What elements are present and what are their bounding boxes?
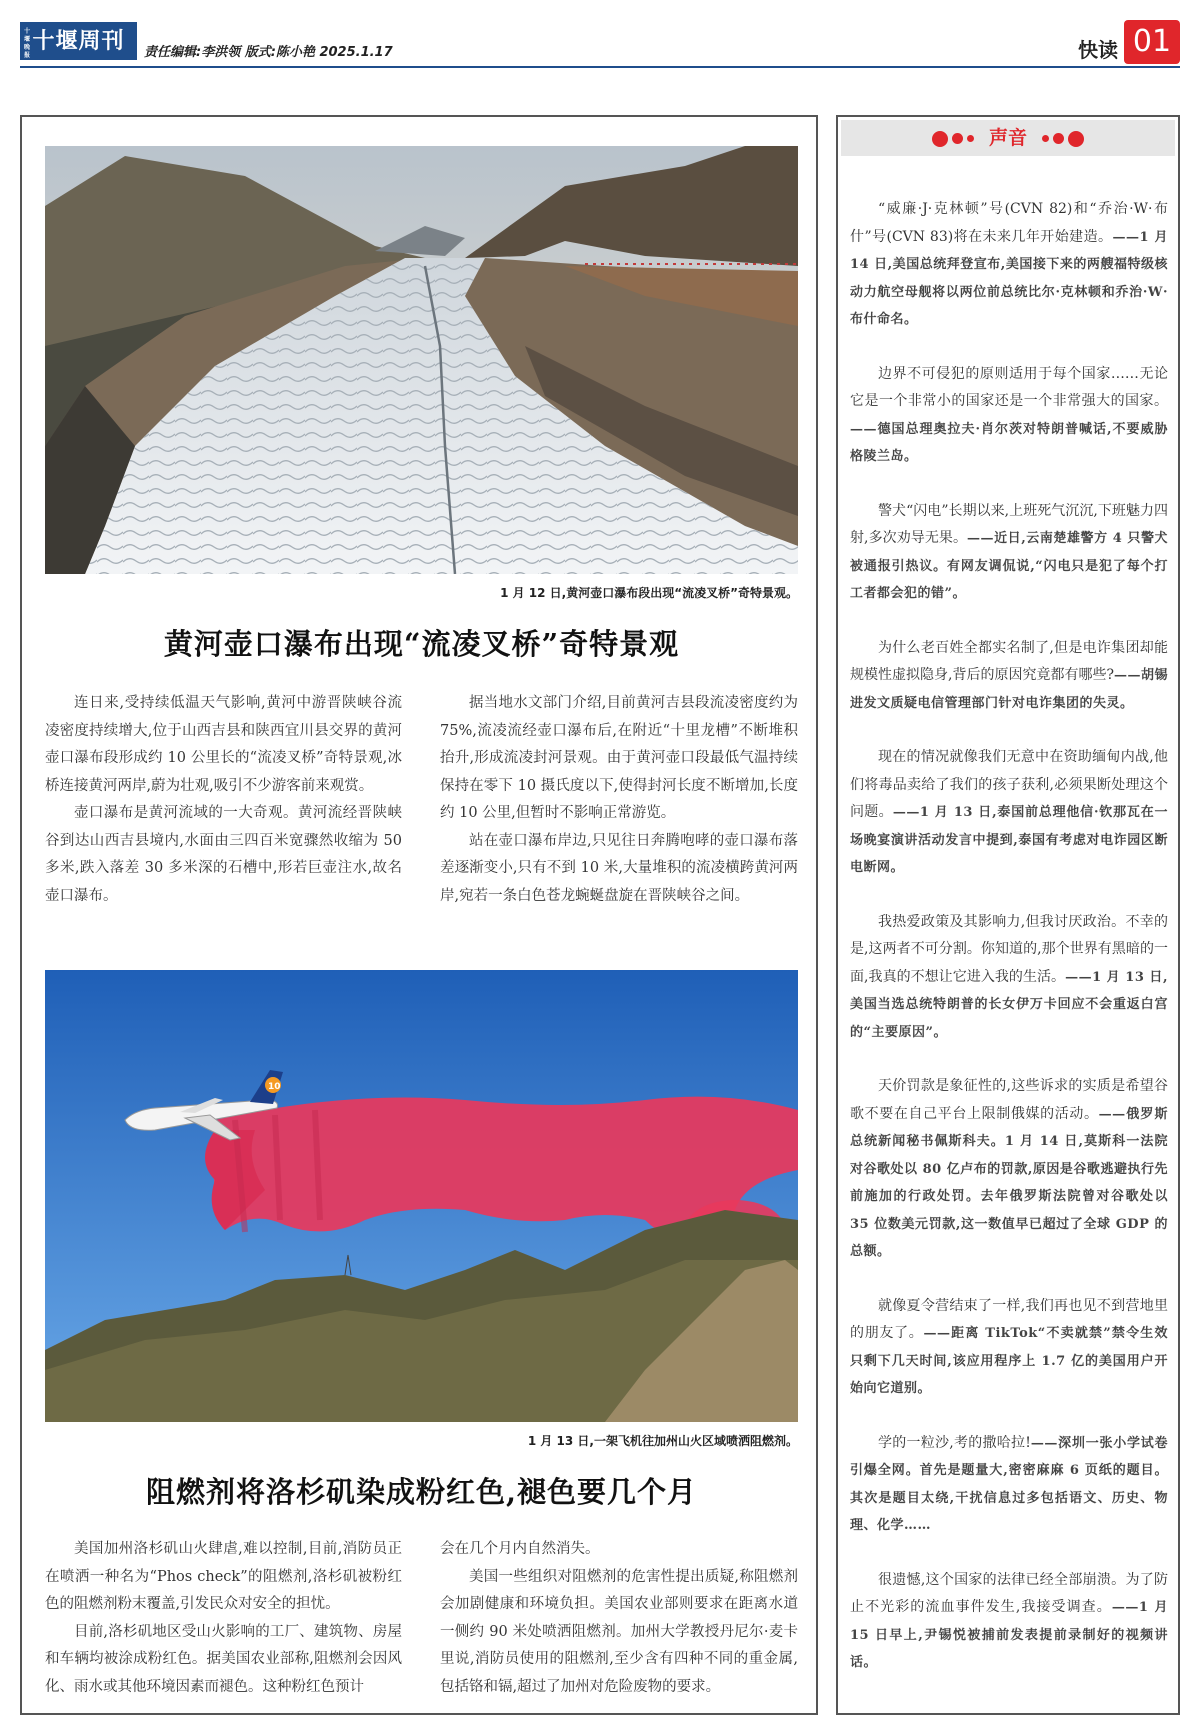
- voice-quote: 天价罚款是象征性的,这些诉求的实质是希望谷歌不要在自己平台上限制俄媒的活动。: [850, 1078, 1168, 1122]
- voice-quote: 现在的情况就像我们无意中在资助缅甸内战,他们将毒品卖给了我们的孩子获利,必须果断处理这个问题。: [850, 749, 1168, 820]
- article2-paragraph: 美国一些组织对阻燃剂的危害性提出质疑,称阻燃剂会加剧健康和环境负担。美国农业部则要求在距离水道一侧约 90 米处喷洒阻燃剂。加州大学教授丹尼尔·麦卡里说,消防员使用的阻燃剂,至少含有四种不同的重金属,包括铬和镉,超过了加州对危险废物的要求。: [440, 1568, 798, 1695]
- section-label: 快读: [1078, 38, 1118, 62]
- red-dot-icon: [1042, 135, 1049, 142]
- article2-column-2: [440, 1536, 798, 1701]
- voice-item: [850, 744, 1168, 882]
- voice-source: ——德国总理奥拉夫·肖尔茨对特朗普喊话,不要威胁格陵兰岛。: [850, 421, 1168, 464]
- page-number: 01: [1124, 20, 1180, 64]
- hukou-ice-photo: [45, 146, 798, 574]
- editor-credits: 责任编辑:李洪领 版式:陈小艳 2025.1.17: [144, 45, 393, 60]
- voice-item: [850, 635, 1168, 718]
- voice-item: [850, 196, 1168, 334]
- voices-header: [841, 120, 1175, 156]
- voice-source: ——近日,云南楚雄警方 4 只警犬被通报引热议。有网友调侃说,“闪电只是犯了每个打工者都会犯的错”。: [850, 531, 1169, 601]
- voice-item: [850, 498, 1168, 608]
- voice-quote: 很遗憾,这个国家的法律已经全部崩溃。为了防止不光彩的流血事件发生,我接受调查。: [850, 1571, 1168, 1615]
- voice-source: ——胡锡进发文质疑电信管理部门针对电诈集团的失灵。: [850, 668, 1168, 711]
- voice-source: ——1 月 13 日,美国当选总统特朗普的长女伊万卡回应不会重返白宫的“主要原因”。: [850, 969, 1168, 1040]
- firefighting-plane-photo: [45, 970, 798, 1422]
- newspaper-logo: [20, 22, 137, 60]
- voice-quote: 边界不可侵犯的原则适用于每个国家……无论它是一个非常小的国家还是一个非常强大的国家。: [850, 365, 1168, 409]
- article1-column-2: [440, 690, 798, 910]
- article1-paragraph: 据当地水文部门介绍,目前黄河吉县段流凌密度约为 75%,流凌流经壶口瀑布后,在附近“十里龙槽”不断堆积抬升,形成流凌封河景观。由于黄河壶口段最低气温持续保持在零下 10 摄氏度以下,使得封河长度不断增加,长度约 10 公里,但暂时不影响正常游览。: [440, 695, 798, 821]
- red-dot-icon: [932, 131, 948, 147]
- voices-title-bar: [841, 120, 1175, 156]
- voice-source: ——俄罗斯总统新闻秘书佩斯科夫。1 月 14 日,莫斯科一法院对谷歌处以 80 亿卢布的罚款,原因是谷歌逃避执行先前施加的行政处罚。去年俄罗斯法院曾对谷歌处以 35 位数美元罚款,这一数值早已超过了全球 GDP 的总额。: [850, 1106, 1168, 1259]
- article1-paragraph: 站在壶口瀑布岸边,只见往日奔腾咆哮的壶口瀑布落差逐渐变小,只有不到 10 米,大量堆积的流凌横跨黄河两岸,宛若一条白色苍龙蜿蜒盘旋在晋陕峡谷之间。: [440, 832, 798, 904]
- voice-item: [850, 909, 1168, 1047]
- article1-column-1: [45, 690, 402, 910]
- red-dot-icon: [1068, 131, 1084, 147]
- article2-headline: 阻燃剂将洛杉矶染成粉红色,褪色要几个月: [145, 1475, 698, 1509]
- red-dot-icon: [952, 133, 963, 144]
- voice-quote: 为什么老百姓全都实名制了,但是电诈集团却能规模性虚拟隐身,背后的原因究竟都有哪些?: [850, 639, 1168, 683]
- article1-paragraph: 连日来,受持续低温天气影响,黄河中游晋陕峡谷流凌密度持续增大,位于山西吉县和陕西宜川县交界的黄河壶口瀑布段形成约 10 公里长的“流凌叉桥”奇特景观,冰桥连接黄河两岸,蔚为壮观,吸引不少游客前来观赏。: [45, 695, 402, 794]
- voice-source: ——距离 TikTok“不卖就禁”禁令生效只剩下几天时间,该应用程序上 1.7 亿的美国用户开始向它道别。: [850, 1326, 1168, 1396]
- voice-quote: “威廉·J·克林顿”号(CVN 82)和“乔治·W·布什”号(CVN 83)将在未来几年开始建造。: [850, 201, 1168, 245]
- article2-paragraph: 会在几个月内自然消失。: [440, 1541, 600, 1557]
- voice-source: ——1 月 13 日,泰国前总理他信·钦那瓦在一场晚宴演讲活动发言中提到,泰国有考虑对电诈园区断电断网。: [850, 805, 1168, 875]
- voice-item: [850, 1293, 1168, 1403]
- voice-item: [850, 361, 1168, 471]
- voice-source: ——1 月 14 日,美国总统拜登宣布,美国接下来的两艘福特级核动力航空母舰将以两位前总统比尔·克林顿和乔治·W·布什命名。: [850, 229, 1168, 327]
- voice-quote: 我热爱政策及其影响力,但我讨厌政治。不幸的是,这两者不可分割。你知道的,那个世界有黑暗的一面,我真的不想让它进入我的生活。: [850, 913, 1168, 985]
- voice-item: [850, 1073, 1168, 1266]
- article1-headline: 黄河壶口瀑布出现“流凌叉桥”奇特景观: [163, 627, 680, 661]
- voices-title: 声音: [988, 127, 1027, 149]
- article2-column-1: [45, 1536, 402, 1701]
- voice-quote: 就像夏令营结束了一样,我们再也见不到营地里的朋友了。: [850, 1297, 1168, 1341]
- article2-paragraph: 美国加州洛杉矶山火肆虐,难以控制,目前,消防员正在喷洒一种名为“Phos check”的阻燃剂,洛杉矶被粉红色的阻燃剂粉末覆盖,引发民众对安全的担忧。: [45, 1541, 402, 1612]
- photo1-caption: 1 月 12 日,黄河壶口瀑布段出现“流凌叉桥”奇特景观。: [500, 586, 798, 600]
- photo2-caption: 1 月 13 日,一架飞机往加州山火区域喷洒阻燃剂。: [527, 1434, 798, 1448]
- masthead-rule: [20, 66, 1180, 68]
- article1-paragraph: 壶口瀑布是黄河流域的一大奇观。黄河流经晋陕峡谷到达山西吉县境内,水面由三四百米宽骤然收缩为 50 多米,跌入落差 30 多米深的石槽中,形若巨壶注水,故名壶口瀑布。: [45, 805, 402, 904]
- voice-source: ——1 月 15 日早上,尹锡悦被捕前发表提前录制好的视频讲话。: [850, 1600, 1168, 1670]
- voice-quote: 学的一粒沙,考的撒哈拉!: [878, 1434, 1031, 1451]
- red-dot-icon: [1053, 133, 1064, 144]
- voice-source: ——深圳一张小学试卷引爆全网。首先是题量大,密密麻麻 6 页纸的题目。其次是题目太绕,干扰信息过多包括语文、历史、物理、化学……: [850, 1435, 1168, 1533]
- voice-quote: 警犬“闪电”长期以来,上班死气沉沉,下班魅力四射,多次劝导无果。: [850, 502, 1168, 546]
- voice-item: [850, 1430, 1168, 1540]
- logo-text: 十堰周刊: [32, 28, 125, 54]
- article2-paragraph: 目前,洛杉矶地区受山火影响的工厂、建筑物、房屋和车辆均被涂成粉红色。据美国农业部称,阻燃剂会因风化、雨水或其他环境因素而褪色。这种粉红色预计: [45, 1623, 402, 1695]
- red-dot-icon: [967, 135, 974, 142]
- logo-small-text: 十堰晚报: [24, 28, 32, 59]
- voice-item: [850, 1567, 1168, 1677]
- masthead: [20, 20, 1180, 68]
- voices-list: [850, 196, 1168, 1704]
- plane-tail-logo: 10: [268, 1082, 281, 1092]
